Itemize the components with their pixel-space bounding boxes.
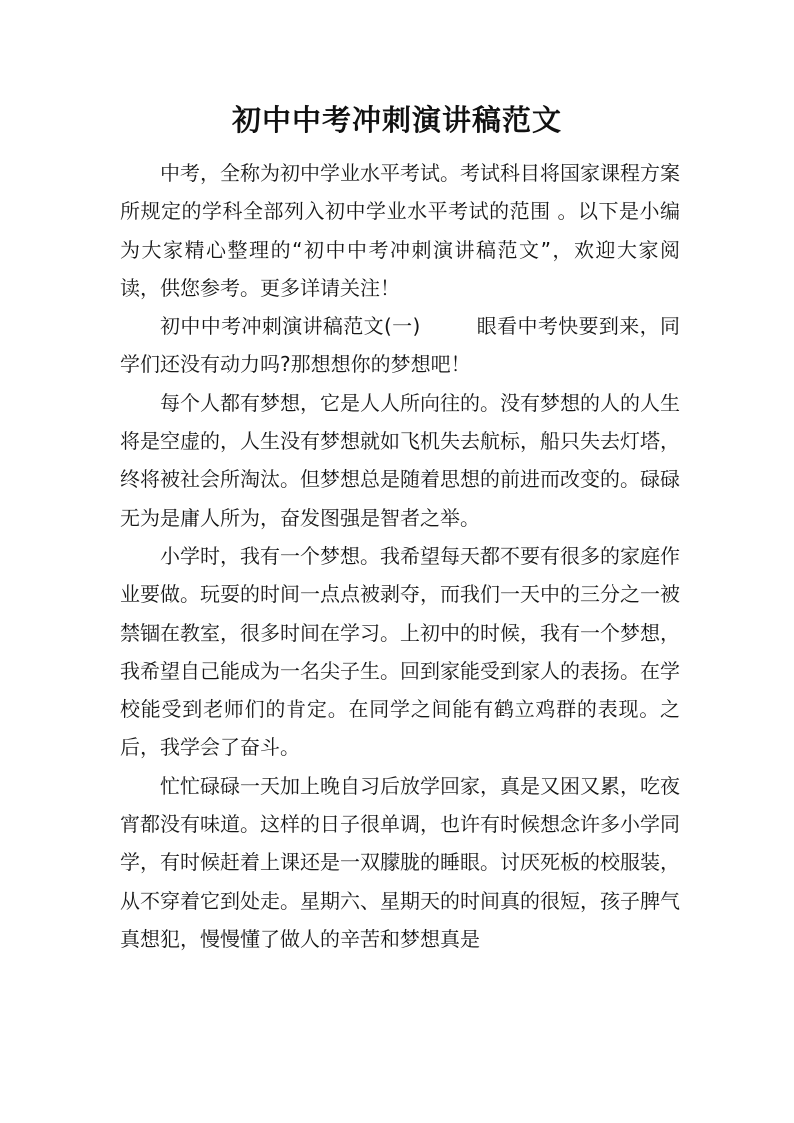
intro-paragraph: 中考，全称为初中学业水平考试。考试科目将国家课程方案所规定的学科全部列入初中学业水平考试的范围 。以下是小编为大家精心整理的“初中中考冲刺演讲稿范文”，欢迎大家阅读，供您参考。更多详请关注！ bbox=[120, 161, 680, 300]
body-paragraph-2: 小学时，我有一个梦想。我希望每天都不要有很多的家庭作业要做。玩耍的时间一点点被剥夺，而我们一天中的三分之一被禁锢在教室，很多时间在学习。上初中的时候，我有一个梦想，我希望自己能成为一名尖子生。回到家能受到家人的表扬。在学校能受到老师们的肯定。在同学之间能有鹤立鸡群的表现。之后，我学会了奋斗。 bbox=[120, 543, 680, 760]
body-paragraph-3: 忙忙碌碌一天加上晚自习后放学回家，真是又困又累，吃夜宵都没有味道。这样的日子很单调，也许有时候想念许多小学同学，有时候赶着上课还是一双朦胧的睡眼。讨厌死板的校服装，从不穿着它到处走。星期六、星期天的时间真的很短，孩子脾气真想犯，慢慢懂了做人的辛苦和梦想真是 bbox=[120, 773, 680, 951]
section-paragraph bbox=[120, 307, 680, 384]
body-paragraph-1: 每个人都有梦想，它是人人所向往的。没有梦想的人的人生将是空虚的，人生没有梦想就如飞机失去航标，船只失去灯塔，终将被社会所淘汰。但梦想总是随着思想的前进而改变的。碌碌无为是庸人所为，奋发图强是智者之举。 bbox=[120, 390, 680, 530]
section-opening: 眼看中考快要到来，同学们还没有动力吗?那想想你的梦想吧！ bbox=[120, 314, 681, 377]
document-title: 初中中考冲刺演讲稿范文 bbox=[231, 103, 562, 137]
document-body bbox=[120, 154, 680, 958]
section-heading: 初中中考冲刺演讲稿范文(一) bbox=[160, 314, 421, 339]
